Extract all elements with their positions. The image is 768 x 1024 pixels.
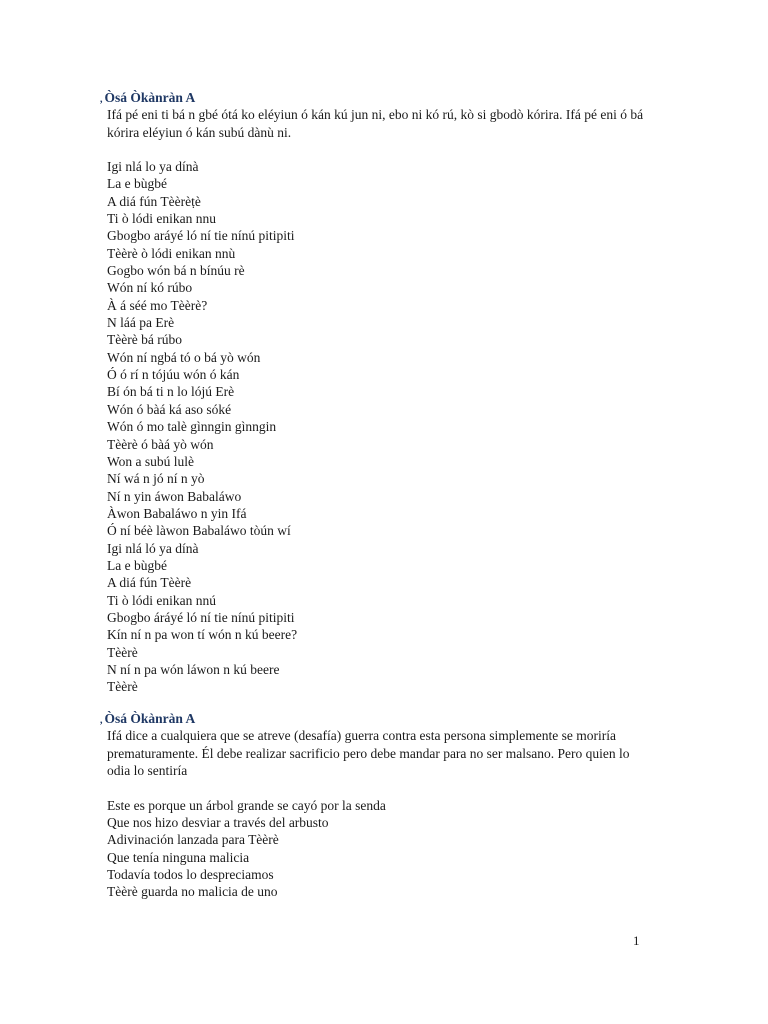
verse-line: Bí ón bá ti n lo lójú Erè bbox=[107, 384, 235, 400]
verse-line: Kín ní n pa won tí wón n kú beere? bbox=[107, 627, 298, 643]
verse-line: Igi nlá ló ya dínà bbox=[107, 540, 199, 556]
verse-block bbox=[107, 797, 645, 901]
verse-line: Tèèrè ó bàá yò wón bbox=[107, 436, 214, 452]
section-heading bbox=[100, 710, 645, 727]
page-number: 1 bbox=[633, 933, 640, 948]
verse-line: Gbogbo áráyé ló ní tie nínú pitipiti bbox=[107, 609, 295, 625]
verse-line: Won a subú lulè bbox=[107, 453, 195, 469]
verse-line: Ní n yin áwon Babaláwo bbox=[107, 488, 242, 504]
verse-line: Tèèrè guarda no malicia de uno bbox=[107, 884, 278, 900]
verse-line: N láá pa Erè bbox=[107, 315, 175, 331]
verse-line: Tèèrè bá rúbo bbox=[107, 332, 182, 348]
verse-line: Tèèrè bbox=[107, 679, 138, 695]
verse-line: Tèèrè ò lódi enikan nnù bbox=[107, 245, 236, 261]
heading-mark: , bbox=[100, 715, 103, 726]
intro-paragraph: Ifá pé eni ti bá n gbé ótá ko eléyiun ó kán kú jun ni, ebo ni kó rú, kò si gbodò kórira. Ifá pé eni ó bá kórira eléyiun ó kán subú dànù ni. bbox=[107, 107, 644, 140]
verse-line: N ní n pa wón láwon n kú beere bbox=[107, 661, 280, 677]
section-heading bbox=[100, 89, 645, 106]
verse-line: Ó ó rí n tójúu wón ó kán bbox=[107, 367, 240, 383]
verse-line: La e bùgbé bbox=[107, 176, 167, 192]
verse-line: Ó ní béè làwon Babaláwo tòún wí bbox=[107, 523, 291, 539]
verse-line: Igi nlá lo ya dínà bbox=[107, 159, 199, 174]
verse-line: Que nos hizo desviar a través del arbusto bbox=[107, 814, 329, 830]
verse-line: Wón ó bàá ká aso sóké bbox=[107, 401, 232, 417]
heading-text: Òsá Òkànràn A bbox=[104, 90, 196, 105]
verse-line: Este es porque un árbol grande se cayó por la senda bbox=[107, 797, 386, 813]
verse-line: Wón ó mo talè gìnngin gìnngin bbox=[107, 419, 277, 435]
verse-line: La e bùgbé bbox=[107, 557, 167, 573]
section-yoruba bbox=[100, 89, 645, 696]
verse-line: Todavía todos lo despreciamos bbox=[107, 866, 274, 882]
verse-line: À á séé mo Tèèrè? bbox=[107, 297, 208, 313]
verse-line: Que tenía ninguna malicia bbox=[107, 849, 250, 865]
verse-line: Ní wá n jó ní n yò bbox=[107, 471, 205, 487]
verse-line: Adivinación lanzada para Tèèrè bbox=[107, 832, 279, 848]
heading-text: Òsá Òkànràn A bbox=[104, 711, 196, 726]
verse-line: Ti ò lódi enikan nnu bbox=[107, 211, 217, 227]
verse-line: A diá fún Tèèrè bbox=[107, 575, 192, 591]
verse-line: Àwon Babaláwo n yin Ifá bbox=[107, 505, 247, 521]
verse-line: A diá fún Tèèrèṭè bbox=[107, 193, 201, 209]
verse-line: Wón ní ngbá tó o bá yò wón bbox=[107, 349, 261, 365]
verse-line: Ti ò lódi enikan nnú bbox=[107, 592, 217, 608]
verse-line: Wón ní kó rúbo bbox=[107, 280, 193, 296]
verse-line: Tèèrè bbox=[107, 644, 138, 660]
intro-paragraph: Ifá dice a cualquiera que se atreve (desafía) guerra contra esta persona simplemente se moriría prematuramente. Él debe realizar sacrificio pero debe mandar para no ser malsano. Pero quien lo odia lo sentiría bbox=[107, 728, 630, 778]
verse-line: Gogbo wón bá n bínúu rè bbox=[107, 263, 245, 279]
verse-block bbox=[107, 158, 645, 696]
verse-line: Gbogbo aráyé ló ní tie nínú pitipiti bbox=[107, 228, 295, 244]
section-spanish bbox=[100, 710, 645, 901]
heading-mark: , bbox=[100, 94, 103, 105]
